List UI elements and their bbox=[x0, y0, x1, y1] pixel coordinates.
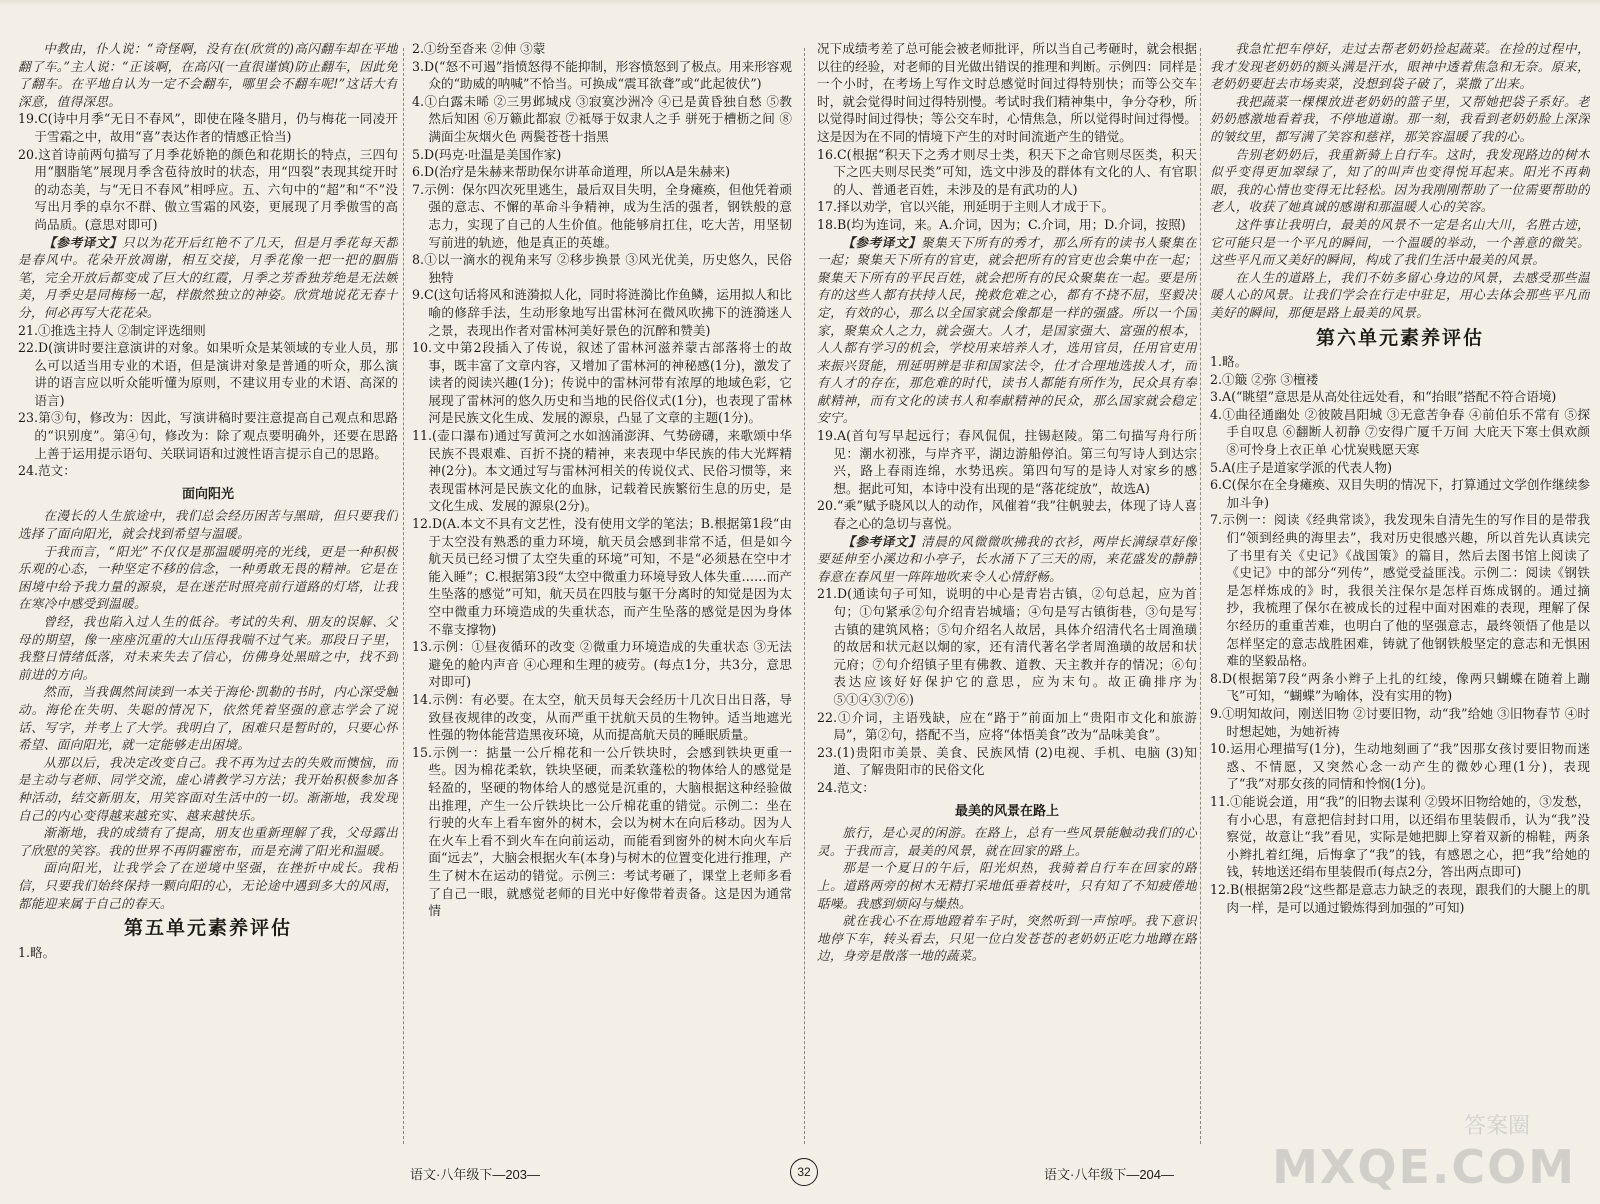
reference-translation-label: 【参考译文】 bbox=[842, 234, 922, 250]
essay-paragraph: 就在我心不在焉地蹬着车子时，突然听到一声惊呼。我下意识地停下车，转头看去，只见一位白发苍苍的老奶奶正吃力地蹲在路边，身旁是散落一地的蔬菜。 bbox=[817, 913, 1197, 964]
answer-6: 6.D(治疗是朱赫来帮助保尔讲革命道理，所以A是朱赫来) bbox=[412, 164, 731, 180]
answer-24: 24.范文： bbox=[18, 463, 76, 479]
reference-translation-label: 【参考译文】 bbox=[842, 533, 922, 549]
unit6-answer-3: 3.A(“眺望”意思是从高处往远处看，和“抬眼”搭配不符合语境) bbox=[1210, 389, 1557, 405]
translation-continued: 中教由，仆人说：“奇怪啊，没有在(欣赏的)高闪翻车却在平地翻了车。”主人说：“正该啊，在高闪(一直很谨慎)防止翻车，因此免了翻车。在平地自认为一定不会翻车，哪里会不翻车呢!”这话大有深意，值得深思。 bbox=[18, 41, 398, 109]
essay-paragraph: 从那以后，我决定改变自己。我不再为过去的失败而懊恼，而是主动与老师、同学交流，虚心请教学习方法；我开始积极参加各种活动，结交新朋友，用笑容面对生活中的一切。渐渐地，我发现自己的内心变得越来越充实、越来越快乐。 bbox=[18, 754, 398, 823]
essay-paragraph: 面向阳光，让我学会了在逆境中坚强，在挫折中成长。我相信，只要我们始终保持一颗向阳的心，无论途中遇到多大的风雨，都能迎来属于自己的春天。 bbox=[18, 860, 398, 911]
column-divider bbox=[1200, 48, 1202, 1144]
answer-4: 4.①白露未晞 ②三男邺城戍 ③寂寞沙洲冷 ④已是黄昏独自愁 ⑤教然后知困 ⑥万籁此都寂 ⑦祗辱于奴隶人之手 骈死于槽枥之间 ⑧满面尘灰烟火色 两鬓苍苍十指黑 bbox=[412, 93, 792, 144]
essay-paragraph: 旅行，是心灵的闲游。在路上，总有一些风景能触动我们的心灵。于我而言，最美的风景，就在回家的路上。 bbox=[817, 825, 1197, 858]
unit6-answer-5: 5.A(庄子是道家学派的代表人物) bbox=[1210, 459, 1393, 475]
reference-translation-text: 聚集天下所有的秀才，那么所有的读书人聚集在一起；聚集天下所有的官吏，就会把所有的官吏也会集中在一起；聚集天下所有的平民百姓，就会把所有的民众聚集在一起。要是所有的这些人都有扶持人民，挽救危难之心，都有不挠不屈，坚毅决定，有效的心，那么以全国家就会像都是一样的强盛。所以一个国家，聚集众人之力，就会强大。人才，是国家强大、富强的根本，人人都有学习的机会，学校用来培养人才，选用官员，任用官吏用来振兴贤能，刑延明辨是非和国家法令，仕才合理地选拔人才，而有人才的存在，那危难的时代，读书人都能有所作为，民众具有奉献精神，而有文化的读书人和奉献精神的民众，那么国家就会稳定安宁。 bbox=[817, 234, 1197, 426]
watermark-logo-text: 答案圈 bbox=[1463, 1114, 1530, 1139]
answer-10: 10.文中第2段插入了传说，叙述了雷林河滋养蒙古部落将士的故事，既丰富了文章内容，又增加了雷林河的神秘感(1分)，激发了读者的阅读兴趣(1分)；传说中的雷林河带有浓厚的地域色彩，它展现了雷林河的悠久历史和当地的民俗仪式(1分)，也表现了雷林河是民族文化生成、发展的源泉，凸显了文章的主题(1分)。 bbox=[412, 340, 792, 426]
column-divider bbox=[403, 48, 405, 1144]
essay-paragraph: 曾经，我也陷入过人生的低谷。考试的失利、朋友的误解、父母的期望，像一座座沉重的大山压得我喘不过气来。那段日子里，我整日情绪低落，对未来失去了信心，仿佛身处黑暗之中，找不到前进的方向。 bbox=[18, 614, 398, 682]
answer-18: 18.B(均为连词，来。A.介词，因为；C.介词，用；D.介词，按照) bbox=[817, 216, 1186, 232]
watermark-logo: MXQE.COM bbox=[1272, 1140, 1576, 1194]
reference-translation-text: 只以为花开后红艳不了几天，但是月季花每天都是春风中。花朵开放凋谢，相互交接，月季花像一把一把的胭脂笔，完全开放后都变成了巨大的红霞，月季之芳香独芳绝是无法嫉美，月季史是同梅杨一起，样傲然独立的神姿。欣赏地说花无春十分，何必再写大花花朵。 bbox=[18, 234, 398, 320]
unit6-answer-2: 2.①簸 ②弥 ③檀褛 bbox=[1210, 371, 1319, 387]
answer-9: 9.C(这句话将风和涟漪拟人化，同时将涟漪比作鱼鳞，运用拟人和比喻的修辞手法，生动形象地写出雷林河在微风吹拂下的涟漪迷人之景，表现出作者对雷林河美好景色的沉醉和赞美) bbox=[412, 287, 792, 338]
essay-paragraph: 告别老奶奶后，我重新骑上自行车。这时，我发现路边的树木似乎变得更加翠绿了，知了的叫声也变得悦耳起来。阳光不再刺眼，我的心情也变得无比轻松。因为我刚刚帮助了一位需要帮助的老人，收获了她真诚的感谢和那温暖人心的笑容。 bbox=[1210, 146, 1590, 215]
top-strip bbox=[0, 0, 1600, 6]
answer-8: 8.①以一滴水的视角来写 ②移步换景 ③风光优美，历史悠久，民俗独特 bbox=[412, 252, 792, 285]
column-3 bbox=[817, 40, 1197, 1156]
answer-14: 14.示例：有必要。在太空，航天员每天会经历十几次日出日落，导致昼夜规律的改变，从而严重干扰航天员的生物钟。适当地遮光性强的物体能营造黑夜环境，从而提高航天员的睡眠质量。 bbox=[412, 691, 792, 743]
unit-6-title: 第六单元素养评估 bbox=[1315, 326, 1484, 349]
answer-15-continued: 况下成绩考差了总可能会被老师批评，所以当自己考砸时，就会根据以往的经验，对老师的目光做出错误的推理和判断。示例四：同样是一个小时，在考场上写作文时总感觉时间过得特别快；而等公交车时，就会觉得时间过得特别慢。考试时我们精神集中，争分夺秒，所以觉得时间过得快；等公交车时，心情焦急，所以觉得时间过得慢。这是因为在不同的情境下产生的对时间流逝产生的错觉。 bbox=[817, 41, 1197, 144]
essay-paragraph: 渐渐地，我的成绩有了提高，朋友也重新理解了我，父母露出了欣慰的笑容。我的世界不再阴霾密布，而是充满了阳光和温暖。 bbox=[18, 825, 398, 858]
page-footer-left: 语文·八年级下—203— bbox=[410, 1167, 541, 1182]
sheet-number: 32 bbox=[790, 1158, 818, 1186]
page-footer-right: 语文·八年级下—204— bbox=[1044, 1167, 1175, 1182]
reference-translation-label: 【参考译文】 bbox=[43, 234, 123, 250]
answer-23: 23.(1)贵阳市美景、美食、民族风情 (2)电视、手机、电脑 (3)知道、了解贵阳市的民俗文化 bbox=[817, 744, 1197, 778]
answer-11: 11.(壶口瀑布)通过写黄河之水如汹涌澎湃、气势磅礴，来歌颂中华民族不畏艰难、百折不挠的精神，来表现中华民族的伟大光辉精神(2分)。本文通过写与雷林河相关的传说仪式、民俗习惯等，来表现雷林河是民族文化的血脉，记载着民族繁衍生息的历史，是文化生成、发展的源泉(2分)。 bbox=[412, 428, 792, 514]
essay-paragraph: 然而，当我偶然间读到一本关于海伦·凯勒的书时，内心深受触动。海伦在失明、失聪的情况下，依然凭着坚强的意志学会了说话、写字，并考上了大学。我明白了，困难只是暂时的，只要心怀希望、面向阳光，就一定能够走出困境。 bbox=[18, 684, 398, 753]
unit6-answer-4: 4.①曲径通幽处 ②彼陂昌阳城 ③无意苦争春 ④前伯乐不常有 ⑤探手自叹息 ⑥翻断人初静 ⑦安得广厦千万间 大庇天下寒士俱欢颜 ⑧可怜身上衣正单 心忧炭贱愿天寒 bbox=[1210, 406, 1590, 458]
unit6-answer-8: 8.D(根据第7段“两条小辫子上扎的红绫，像两只蝴蝶在随着上蹦飞”可知，“蝴蝶”为喻体，没有实用的物) bbox=[1210, 670, 1590, 704]
unit6-answer-9: 9.①明知故问，刚送旧物 ②讨要旧物，动“我”给她 ③旧物春节 ④时时想起她，为她祈祷 bbox=[1210, 705, 1590, 739]
answer-22: 22.D(演讲时要注意演讲的对象。如果听众是某领域的专业人员，那么可以适当用专业的术语，但是演讲对象是普通的听众，那么演讲的语言应以听众能听懂为原则，不建议用专业的术语、高深的语言) bbox=[18, 340, 398, 408]
reference-translation-text: 清晨的风微微吹拂我的衣衫，两岸长满绿草好像要延伸至小溪边和小亭子，长水涌下了三天的雨，来花盛发的静静春意在春风里一阵阵地吹来令人心情舒畅。 bbox=[817, 533, 1197, 584]
answer-12: 12.D(A.本文不具有文艺性，没有使用文学的笔法；B.根据第1段“由于太空没有熟悉的重力环境，航天员会感到非常不适，但是如今航天员已经习惯了太空失重的环境”可知，不是“必须悬在空中才能入睡”；C.根据第3段“太空中微重力环境导致人体失重……而产生坠落的感觉”可知，航天员在四肢与躯干分离时的知觉是因为太空中微重力环境造成的失重状态，而产生坠落的感觉是因为身体不靠支撑物) bbox=[412, 516, 792, 637]
unit6-answer-7: 7.示例一：阅读《经典常谈》，我发现朱自清先生的写作目的是带我们“领到经典的海里去”，我对历史很感兴趣，所以首先认真读完了书里有关《史记》《战国策》的篇目，然后去图书馆上阅读了《史记》中的部分“列传”，感觉受益匪浅。示例二：阅读《钢铁是怎样炼成的》时，我很关注保尔是怎样百炼成钢的。通过摘抄，我梳理了保尔在被成长的过程中面对困难的表现，理解了保尔经历的重重苦难，也明白了他的坚强意志，最终领悟了他是以怎样坚定的意志战胜困难，铸就了他钢铁般坚定的意志和无惧困难的坚毅品格。 bbox=[1210, 512, 1590, 669]
unit6-answer-6: 6.C(保尔在全身瘫痪、双目失明的情况下，打算通过文学创作继续参加斗争) bbox=[1210, 477, 1590, 510]
essay-paragraph: 那是一个夏日的午后，阳光炽热，我骑着自行车在回家的路上。道路两旁的树木无精打采地低垂着枝叶，只有知了不知疲倦地聒噪。我感到烦闷与燥热。 bbox=[817, 860, 1197, 911]
unit-5-title: 第五单元素养评估 bbox=[123, 917, 292, 940]
column-1 bbox=[18, 40, 398, 1156]
unit6-answer-12: 12.B(根据第2段“这些都是意志力缺乏的表现，跟我们的大腿上的肌肉一样，是可以通过锻炼得到加强的”可知) bbox=[1210, 881, 1590, 915]
answer-19: 19.C(诗中月季“无日不春风”，即使在隆冬腊月，仍与梅花一同凌开于雪霜之中，故用“喜”表达作者的情感正恰当) bbox=[18, 111, 398, 144]
answer-3: 3.D(“怒不可遏”指愤怒得不能抑制，形容愤怒到了极点。用来形容观众的“助威的呐喊”不恰当。可换成“震耳欲聋”或“此起彼伏”) bbox=[412, 58, 792, 92]
answer-21: 21.①推选主持人 ②制定评选细则 bbox=[18, 322, 206, 338]
essay-title: 最美的风景在路上 bbox=[954, 803, 1059, 819]
unit6-answer-1: 1.略。 bbox=[1210, 354, 1248, 370]
essay-paragraph: 在人生的道路上，我们不妨多留心身边的风景，去感受那些温暖人心的风景。让我们学会在行走中驻足，用心去体会那些平凡而美好的瞬间，那便是路上最美的风景。 bbox=[1210, 269, 1590, 320]
essay-paragraph: 在漫长的人生旅途中，我们总会经历困苦与黑暗，但只要我们选择了面向阳光，就会找到希望与温暖。 bbox=[18, 508, 398, 542]
answer-20: 20.“乘”赋予晓风以人的动作，风催着“我”往帆驶去，体现了诗人喜春之心的急切与喜悦。 bbox=[817, 498, 1197, 532]
essay-paragraph: 我急忙把车停好，走过去帮老奶奶捡起蔬菜。在捡的过程中，我才发现老奶奶的额头满是汗水，眼神中透着焦急和无奈。原来，老奶奶要赶去市场卖菜，没想到袋子破了，菜撒了出来。 bbox=[1210, 41, 1590, 92]
essay-paragraph: 于我而言，“阳光”不仅仅是那温暖明亮的光线，更是一种积极乐观的心态，一种坚定不移的信念，一种勇敢无畏的精神。它是在困境中给予我力量的源泉，是在迷茫时照亮前行道路的灯塔，让我在寒冷中感受到温暖。 bbox=[18, 543, 398, 612]
answer-2: 2.①纷至沓来 ②伸 ③蒙 bbox=[412, 41, 546, 56]
answer-16: 16.C(根据“积天下之秀才则尽士类，积天下之命官则尽医类，积天下之匹夫则尽民类”可知，选文中涉及的群体有文化的人、有官职的人、普通老百姓，未涉及的是有武功的人) bbox=[817, 146, 1197, 197]
answer-19: 19.A(首句写早起远行；春风侃侃，拄锡赵陵。第二句描写舟行所见：潮水初涨，与岸齐平，湖边游船停泊。第三句写诗人到达宗兴，路上春雨连绵，水势迅疾。第四句写的是诗人对家乡的感想。据此可知，本诗中没有出现的是“落花绽放”，故选A) bbox=[817, 428, 1197, 496]
answer-7: 7.示例：保尔四次死里逃生，最后双目失明，全身瘫痪，但他凭着顽强的意志、不懈的革命斗争精神，成为生活的强者，钢铁般的意志力，实现了自己的人生价值。他能够肩扛住，吃大苦，用坚韧写前进的轨迹，他是真正的英雄。 bbox=[412, 181, 792, 250]
essay-title: 面向阳光 bbox=[181, 486, 234, 502]
answer-20: 20.这首诗前两句描写了月季花娇艳的颜色和花期长的特点，三四句用“胭脂笔”展现月季含苞待放时的状态，用“四裂”表现其绽开时的动态美，与“无日不春风”相呼应。五、六句中的“超”和“不”没写出月季的卓尔不群、傲立雪霜的风姿，更展现了月季傲雪的高尚品质。(意思对即可) bbox=[18, 146, 398, 232]
unit6-answer-10: 10.运用心理描写(1分)，生动地刻画了“我”因那女孩讨要旧物而迷惑、不情愿，又突然心念一动产生的微妙心理(1分)，表现了“我”对那女孩的同情和怜悯(1分)。 bbox=[1210, 741, 1590, 792]
column-divider bbox=[804, 48, 806, 1144]
unit5-answer-1: 1.略。 bbox=[18, 944, 56, 960]
answer-21: 21.D(通读句子可知，说明的中心是青岩古镇，②句总起，应为首句；①句紧承②句介绍青岩城墙；④句是写古镇街巷，③句是写古镇的建筑风格；⑤句介绍名人故居，具体介绍清代名士周渔璜的故居和状元赵以炯的家，还有清代著名学者周渔璜的故居和状元府；⑦句介绍镇子里有佛教、道教、天主教并存的情况；⑥句表达应该好好保护它的意思，应为末句。故正确排序为⑤①④③⑦⑥) bbox=[817, 586, 1197, 707]
answer-24: 24.范文： bbox=[817, 779, 875, 795]
essay-paragraph: 这件事让我明白，最美的风景不一定是名山大川，名胜古迹，它可能只是一个平凡的瞬间，一个温暖的举动，一个善意的微笑。这些平凡而又美好的瞬间，构成了我们生活中最美的风景。 bbox=[1210, 216, 1590, 268]
answer-22: 22.①介词，主语残缺，应在“路于”前面加上“贵阳市文化和旅游局”，第②句，搭配不当，应将“体悟美食”改为“品味美食”。 bbox=[817, 709, 1197, 743]
column-4 bbox=[1210, 40, 1590, 1156]
answer-15: 15.示例一：掂量一公斤棉花和一公斤铁块时，会感到铁块更重一些。因为棉花柔软，铁块坚硬，而柔软蓬松的物体给人的感觉是轻盈的，坚硬的物体给人的感觉是沉重的，大脑根据这种经验做出推理，产生一公斤铁块比一公斤棉花重的错觉。示例二：坐在行驶的火车上看车窗外的树木，会以为树木在向后移动。因为人在火车上看不到火车在向前运动，而能看到窗外的树木向火车后面“远去”，大脑会根据火车(本身)与树木的位置变化进行推理，产生了树木在运动的错觉。示例三：考试考砸了，课堂上老师多看了自己一眼，就感觉老师的目光中好像带着责备。这是因为通常情 bbox=[412, 744, 792, 919]
unit6-answer-11: 11.①能说会道，用“我”的旧物去谋利 ②毁坏旧物给她的，③发愁，有小心思，有意把信封封口用，以还绢布里装假币，认为“我”没察觉，故意让“我”看见，实际是她把脚上穿着双新的棉鞋，两条小辫扎着红绳，后悔拿了“我”的钱，有感恩之心，把“我”给她的钱，转地送还绢布里装假币(每点2分，答出两点即可) bbox=[1210, 793, 1590, 880]
column-2 bbox=[412, 40, 792, 1156]
answer-13: 13.示例：①昼夜循环的改变 ②微重力环境造成的失重状态 ③无法避免的舱内声音 ④心理和生理的疲劳。(每点1分，共3分，意思对即可) bbox=[412, 639, 792, 690]
answer-23: 23.第③句，修改为：因此，写演讲稿时要注意提高自己观点和思路的“识别度”。第④句，修改为：除了观点要明确外，还要在思路上善于运用提示语句、关联词语和过渡性语言提示自己的思路。 bbox=[18, 410, 398, 461]
answer-17: 17.择以劝学，官以兴能，刑延明于主则人才成于下。 bbox=[817, 199, 1115, 215]
essay-paragraph: 我把蔬菜一棵棵放进老奶奶的篮子里，又帮她把袋子系好。老奶奶感激地看着我，不停地道谢。那一刻，我看到老奶奶脸上深深的皱纹里，都写满了笑容和慈祥，那笑容温暖了我的心。 bbox=[1210, 93, 1590, 144]
answer-5: 5.D(玛克·吐温是美国作家) bbox=[412, 146, 562, 162]
